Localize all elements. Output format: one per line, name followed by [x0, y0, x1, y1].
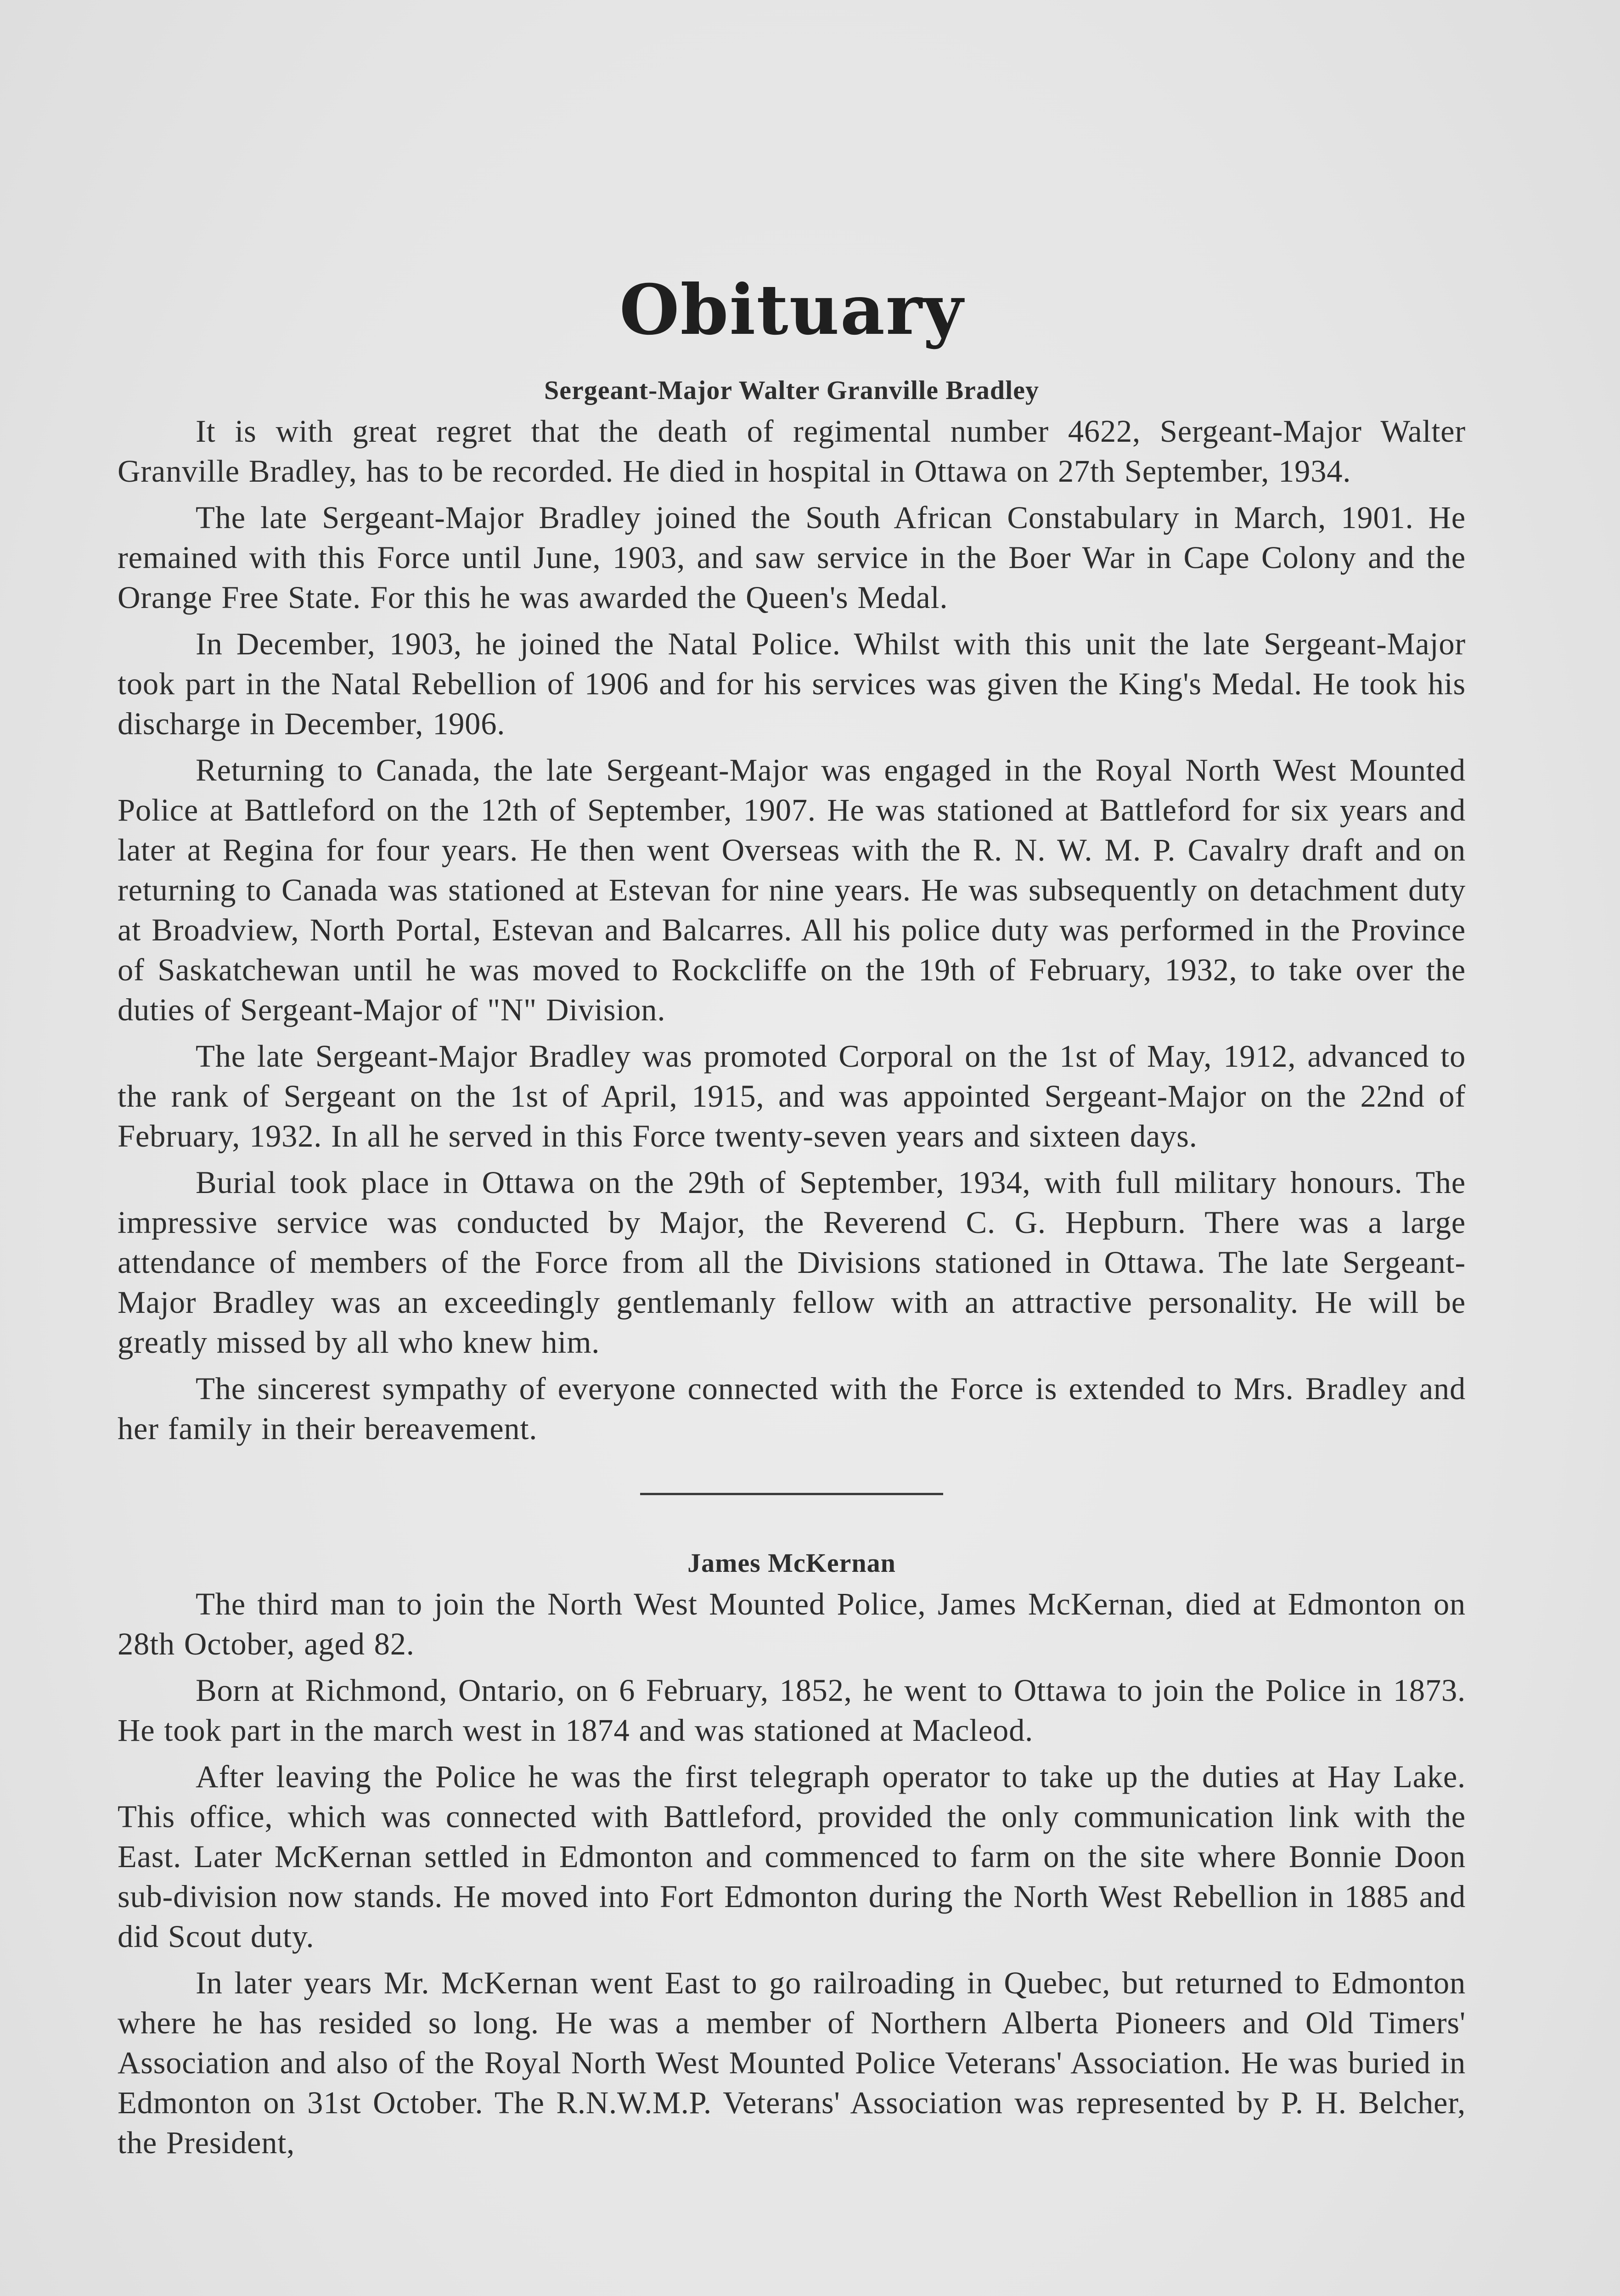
- section-divider: [640, 1493, 943, 1495]
- text-column: [118, 271, 1466, 2169]
- article-paragraph: The late Sergeant-Major Bradley was promoted Corporal on the 1st of May, 1912, advanced to the rank of Sergeant on the 1st of April, 1915, and was appointed Sergeant-Major on the 22nd of February, 1932. In all he served in this Force twenty-seven years and sixteen days.: [118, 1039, 1466, 1154]
- article-paragraph: Burial took place in Ottawa on the 29th of September, 1934, with full military honours. The impressive service was conducted by Major, the Reverend C. G. Hepburn. There was a large attendance of members of the Force from all the Divisions stationed in Ottawa. The late Sergeant-Major Bradley was an exceedingly gentlemanly fellow with an attractive personality. He will be greatly missed by all who knew him.: [118, 1165, 1466, 1360]
- obituary-bradley: [118, 372, 1466, 1449]
- article-heading: Sergeant-Major Walter Granville Bradley: [544, 375, 1039, 405]
- article-paragraph: In December, 1903, he joined the Natal Police. Whilst with this unit the late Sergeant-Major took part in the Natal Rebellion of 1906 and for his services was given the King's Medal. He took his discharge in December, 1906.: [118, 626, 1466, 741]
- article-paragraph: Born at Richmond, Ontario, on 6 February, 1852, he went to Ottawa to join the Police in 1873. He took part in the march west in 1874 and was stationed at Macleod.: [118, 1673, 1466, 1748]
- article-paragraph: The late Sergeant-Major Bradley joined the South African Constabulary in March, 1901. He remained with this Force until June, 1903, and saw service in the Boer War in Cape Colony and the Orange Free State. For this he was awarded the Queen's Medal.: [118, 500, 1466, 615]
- article-paragraph: The third man to join the North West Mounted Police, James McKernan, died at Edmonton on 28th October, aged 82.: [118, 1587, 1466, 1661]
- article-paragraph: The sincerest sympathy of everyone connected with the Force is extended to Mrs. Bradley and her family in their bereavement.: [118, 1371, 1466, 1446]
- article-paragraph: Returning to Canada, the late Sergeant-Major was engaged in the Royal North West Mounted Police at Battleford on the 12th of September, 1907. He was stationed at Battleford for six years and later at Regina for four years. He then went Overseas with the R. N. W. M. P. Cavalry draft and on returning to Canada was stationed at Estevan for nine years. He was subsequently on detachment duty at Broadview, North Portal, Estevan and Balcarres. All his police duty was performed in the Province of Saskatchewan until he was moved to Rockcliffe on the 19th of February, 1932, to take over the duties of Sergeant-Major of "N" Division.: [118, 753, 1466, 1027]
- obituary-mckernan: [118, 1545, 1466, 2163]
- article-heading: James McKernan: [687, 1548, 896, 1578]
- article-paragraph: After leaving the Police he was the first telegraph operator to take up the duties at Hay Lake. This office, which was connected with Battleford, provided the only communication link with the East. Later McKernan settled in Edmonton and commenced to farm on the site where Bonnie Doon sub-division now stands. He moved into Fort Edmonton during the North West Rebellion in 1885 and did Scout duty.: [118, 1759, 1466, 1954]
- page-title: Obituary: [619, 270, 964, 350]
- article-paragraph: It is with great regret that the death of regimental number 4622, Sergeant-Major Walter Granville Bradley, has to be recorded. He died in hospital in Ottawa on 27th September, 1934.: [118, 414, 1466, 489]
- article-paragraph: In later years Mr. McKernan went East to go railroading in Quebec, but returned to Edmonton where he has resided so long. He was a member of Northern Alberta Pioneers and Old Timers' Association and also of the Royal North West Mounted Police Veterans' Association. He was buried in Edmonton on 31st October. The R.N.W.M.P. Veterans' Association was represented by P. H. Belcher, the President,: [118, 1965, 1466, 2160]
